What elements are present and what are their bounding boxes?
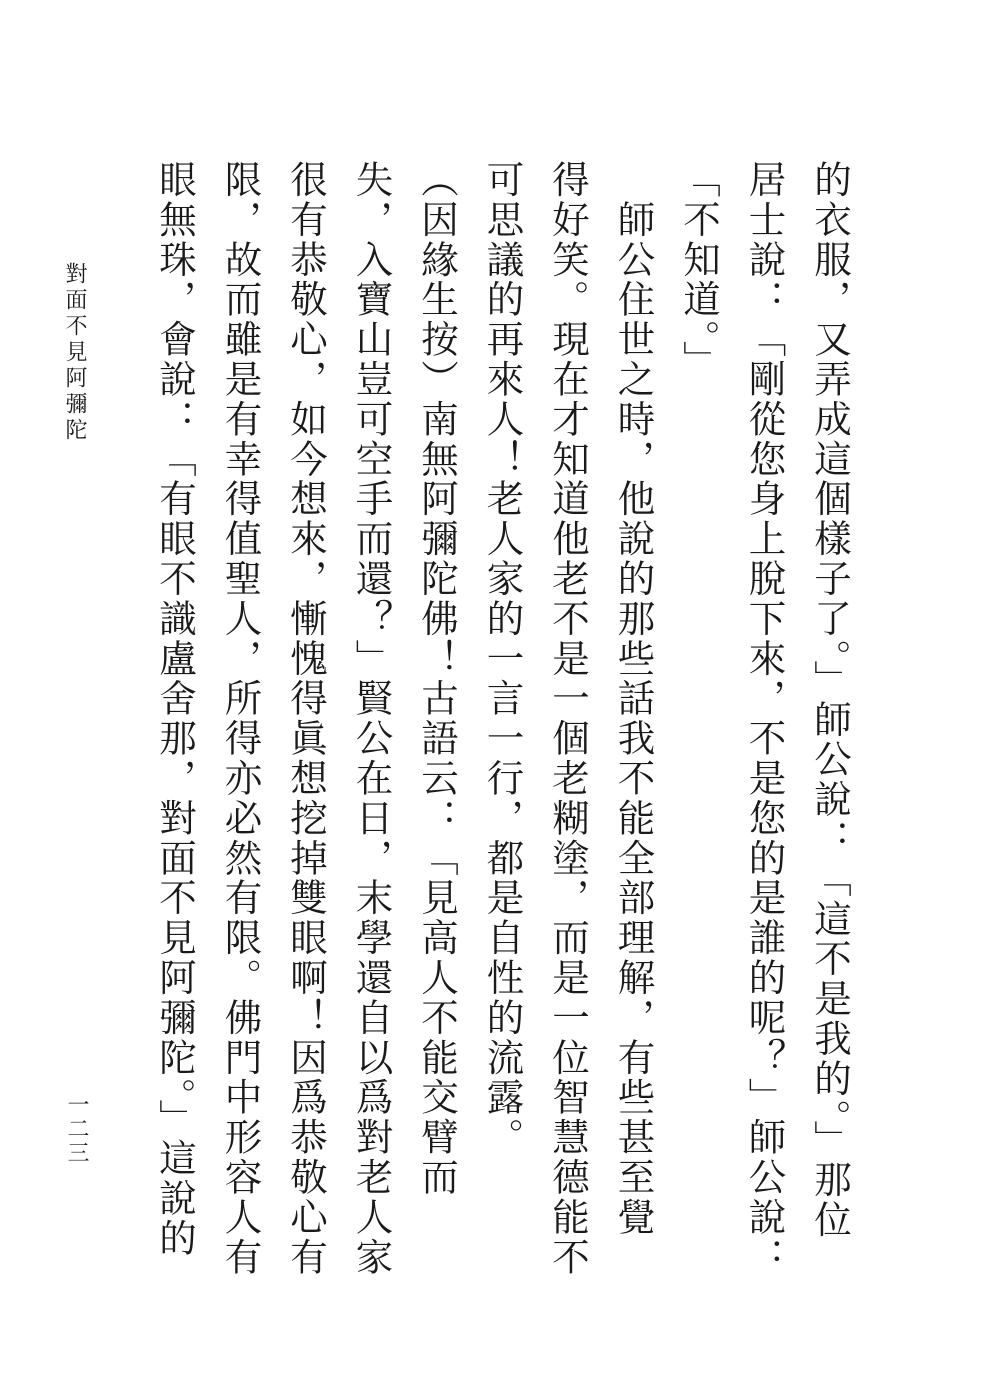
text-column-4: 師公住世之時，他說的那些話我不能全部理解，有些甚至覺	[611, 160, 656, 1238]
running-title: 對面不見阿彌陀	[62, 262, 87, 444]
text-column-3: 「不知道。」	[677, 160, 721, 381]
text-column-8: 失，入寶山豈可空手而還？」賢公在日，末學還自以爲對老人家	[349, 160, 394, 1278]
text-column-6: 可思議的再來人！老人家的一言一行，都是自性的流露。	[480, 160, 525, 1158]
text-column-5: 得好笑。現在才知道他老不是一個老糊塗，而是一位智慧德能不	[546, 160, 590, 1278]
vertical-body-text	[142, 160, 863, 1310]
text-column-10: 限，故而雖是有幸得值聖人，所得亦必然有限。佛門中形容人有	[218, 160, 263, 1278]
page-number: 一二三	[64, 1093, 89, 1165]
text-column-9: 很有恭敬心，如今想來，慚愧得眞想挖掉雙眼啊！因爲恭敬心有	[284, 160, 328, 1278]
text-column-7: （因緣生按）南無阿彌陀佛！古語云：「見高人不能交臂而	[415, 160, 459, 1198]
text-column-2: 居士說：「剛從您身上脫下來，不是您的是誰的呢？」師公說：	[742, 160, 787, 1278]
text-column-1: 的衣服，又弄成這個樣子了。」師公說：「這不是我的。」那位	[808, 160, 852, 1240]
text-column-11: 眼無珠，會說：「有眼不識盧舍那，對面不見阿彌陀。」這說的	[153, 160, 197, 1259]
